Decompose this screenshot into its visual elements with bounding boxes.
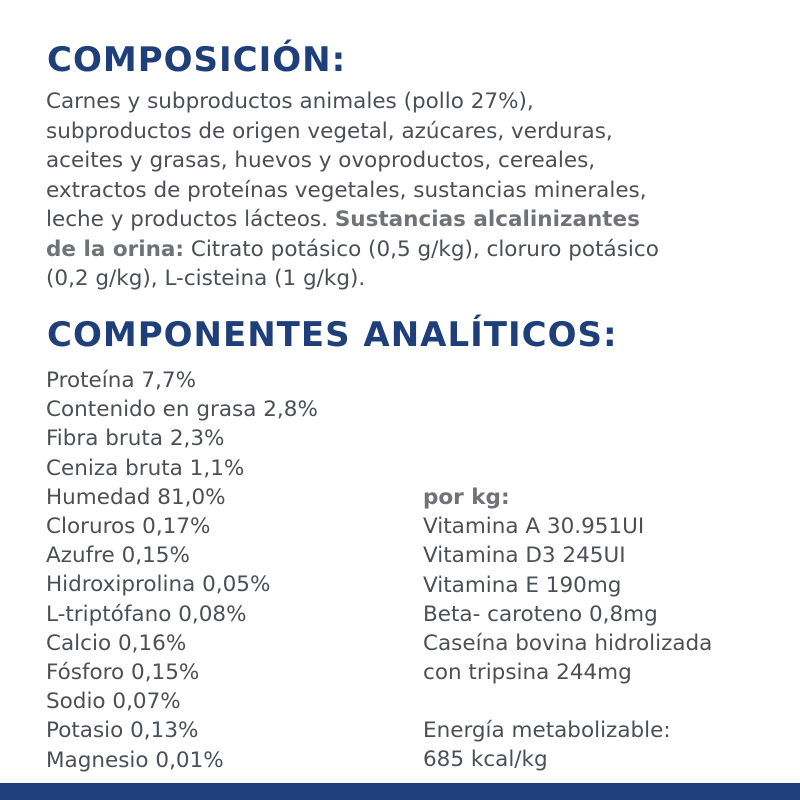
per-kg-list: [423, 512, 712, 687]
per-kg-label: por kg:: [423, 485, 510, 510]
energy-value: 685 kcal/kg: [423, 747, 548, 773]
analytical-heading: COMPONENTES ANALÍTICOS:: [47, 315, 618, 355]
composition-text: [46, 87, 786, 294]
component-item: Proteína 7,7%: [46, 368, 196, 393]
alkalinizing-label: Sustancias alcalinizantes: [334, 207, 640, 232]
per-kg-item: con tripsina 244mg: [423, 660, 632, 686]
component-item: Ceniza bruta 1,1%: [46, 455, 245, 481]
bottom-bar: [0, 783, 800, 800]
alkalinizing-label-cont: de la orina:: [46, 236, 184, 262]
per-kg-section: [423, 483, 712, 687]
component-item: Magnesio 0,01%: [46, 747, 224, 773]
per-kg-item: Vitamina A 30.951UI: [423, 514, 645, 540]
composition-line: [46, 235, 786, 265]
alkalinizing-values: Citrato potásico (0,5 g/kg), cloruro potásico: [183, 236, 659, 262]
analytical-components-list: [46, 366, 318, 775]
energy-label: Energía metabolizable:: [423, 718, 671, 743]
composition-line: extractos de proteínas vegetales, sustancias minerales,: [46, 177, 647, 203]
component-item: L-triptófano 0,08%: [46, 601, 247, 627]
per-kg-item: Beta- caroteno 0,8mg: [423, 601, 658, 627]
component-item: Cloruros 0,17%: [46, 514, 211, 540]
component-item: Calcio 0,16%: [46, 630, 187, 656]
energy-section: [423, 716, 671, 774]
composition-line: Carnes y subproductos animales (pollo 27%),: [46, 89, 534, 114]
component-item: Azufre 0,15%: [46, 543, 190, 569]
per-kg-item: Vitamina E 190mg: [423, 572, 622, 598]
composition-line-prefix: leche y productos lácteos.: [46, 207, 335, 232]
composition-line: aceites y grasas, huevos y ovoproductos, cereales,: [46, 148, 596, 173]
composition-heading: COMPOSICIÓN:: [47, 40, 347, 80]
component-item: Hidroxiprolina 0,05%: [46, 572, 271, 598]
composition-line: (0,2 g/kg), L-cisteina (1 g/kg).: [46, 266, 366, 291]
component-item: Sodio 0,07%: [46, 689, 181, 715]
per-kg-item: Vitamina D3 245UI: [423, 543, 626, 569]
per-kg-item: Caseína bovina hidrolizada: [423, 631, 713, 657]
composition-line: [46, 205, 786, 235]
component-item: Contenido en grasa 2,8%: [46, 397, 318, 423]
component-item: Fósforo 0,15%: [46, 660, 200, 686]
component-item: Potasio 0,13%: [46, 718, 199, 744]
composition-line: subproductos de origen vegetal, azúcares, verduras,: [46, 118, 613, 144]
component-item: Fibra bruta 2,3%: [46, 426, 225, 452]
component-item: Humedad 81,0%: [46, 484, 226, 510]
